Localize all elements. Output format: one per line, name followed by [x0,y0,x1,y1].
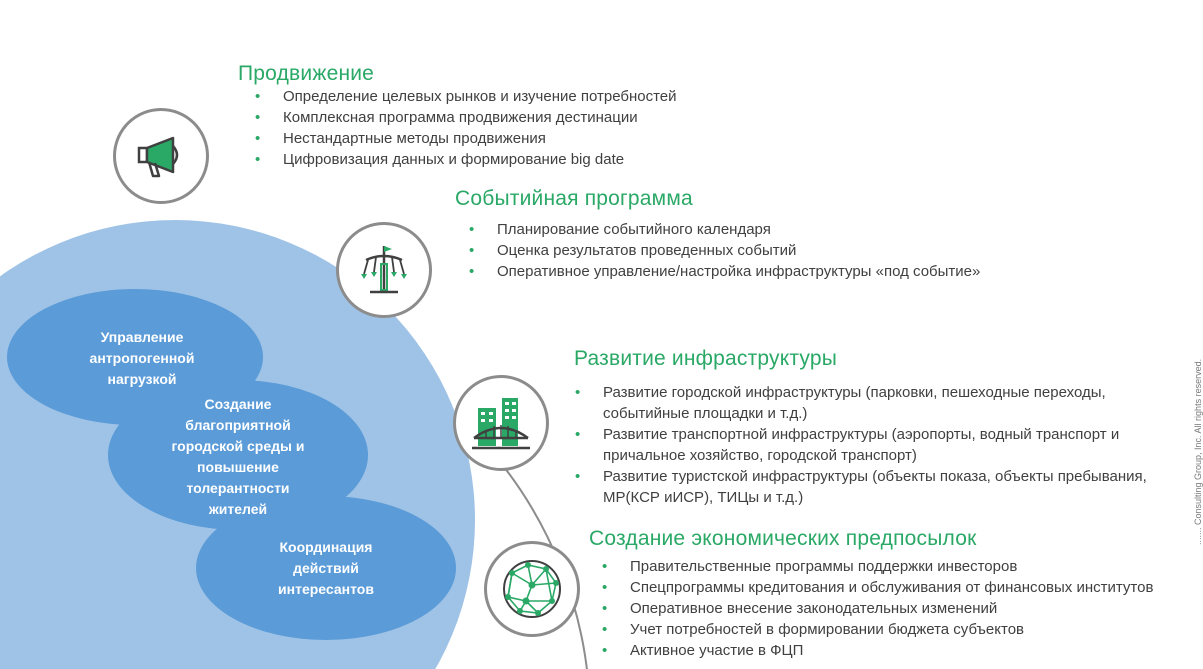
blob-line: Координация [279,539,373,555]
blob-line: антропогенной [89,350,195,366]
list-item: • Оценка результатов проведенных событий [469,240,1049,261]
list-item: • Развитие туристской инфраструктуры (объекты показа, объекты пребывания, МР(КСР иИСР), ТИЦы и т.д.) [575,466,1155,508]
megaphone-icon [129,124,193,188]
network-globe-icon-circle [484,541,580,637]
section-list-economic [602,556,1197,661]
blob-line: толерантности [186,480,290,496]
city-bridge-icon-circle [453,375,549,471]
carousel-icon-circle [336,222,432,318]
section-title-event-program: Событийная программа [455,187,693,210]
list-item: • Развитие транспортной инфраструктуры (аэропорты, водный транспорт и причальное хозяйство, городской транспорт) [575,424,1155,466]
blob-text-urban-environment [172,394,305,520]
list-item: • Планирование событийного календаря [469,219,1049,240]
city-bridge-icon [468,390,534,456]
list-item: • Развитие городской инфраструктуры (парковки, пешеходные переходы, событийные площадки и т.д.) [575,382,1155,424]
list-item: • Оперативное внесение законодательных изменений [602,598,1197,619]
blob-line: городской среды и [171,438,305,454]
blob-line: благоприятной [185,417,291,433]
list-item: • Спецпрограммы кредитования и обслуживания от финансовых институтов [602,577,1197,598]
blob-line: жителей [208,501,268,517]
blob-line: повышение [197,459,279,475]
section-list-promotion [255,86,775,170]
blob-line: нагрузкой [107,371,177,387]
list-item: • Правительственные программы поддержки инвесторов [602,556,1197,577]
list-item: • Комплексная программа продвижения дестинации [255,107,775,128]
blob-line: действий [293,560,359,576]
list-item: • Учет потребностей в формировании бюджета субъектов [602,619,1197,640]
list-item: • Цифровизация данных и формирование big date [255,149,775,170]
blob-line: Управление [100,329,184,345]
section-list-event-program [469,219,1049,282]
section-title-promotion: Продвижение [238,62,375,85]
megaphone-icon-circle [113,108,209,204]
carousel-icon [352,238,416,302]
blob-text-coordination [278,537,374,600]
section-list-infrastructure [575,382,1155,508]
blob-text-anthropogenic [90,327,195,390]
copyright-note: ....... Consulting Group, Inc. All rights reserved. [1193,358,1203,545]
list-item: • Оперативное управление/настройка инфраструктуры «под событие» [469,261,1049,282]
section-title-economic: Создание экономических предпосылок [589,527,977,550]
list-item: • Нестандартные методы продвижения [255,128,775,149]
blob-line: Создание [204,396,272,412]
list-item: • Определение целевых рынков и изучение потребностей [255,86,775,107]
section-title-infrastructure: Развитие инфраструктуры [574,347,838,370]
network-globe-icon [498,555,566,623]
blob-line: интересантов [278,581,374,597]
list-item: • Активное участие в ФЦП [602,640,1197,661]
